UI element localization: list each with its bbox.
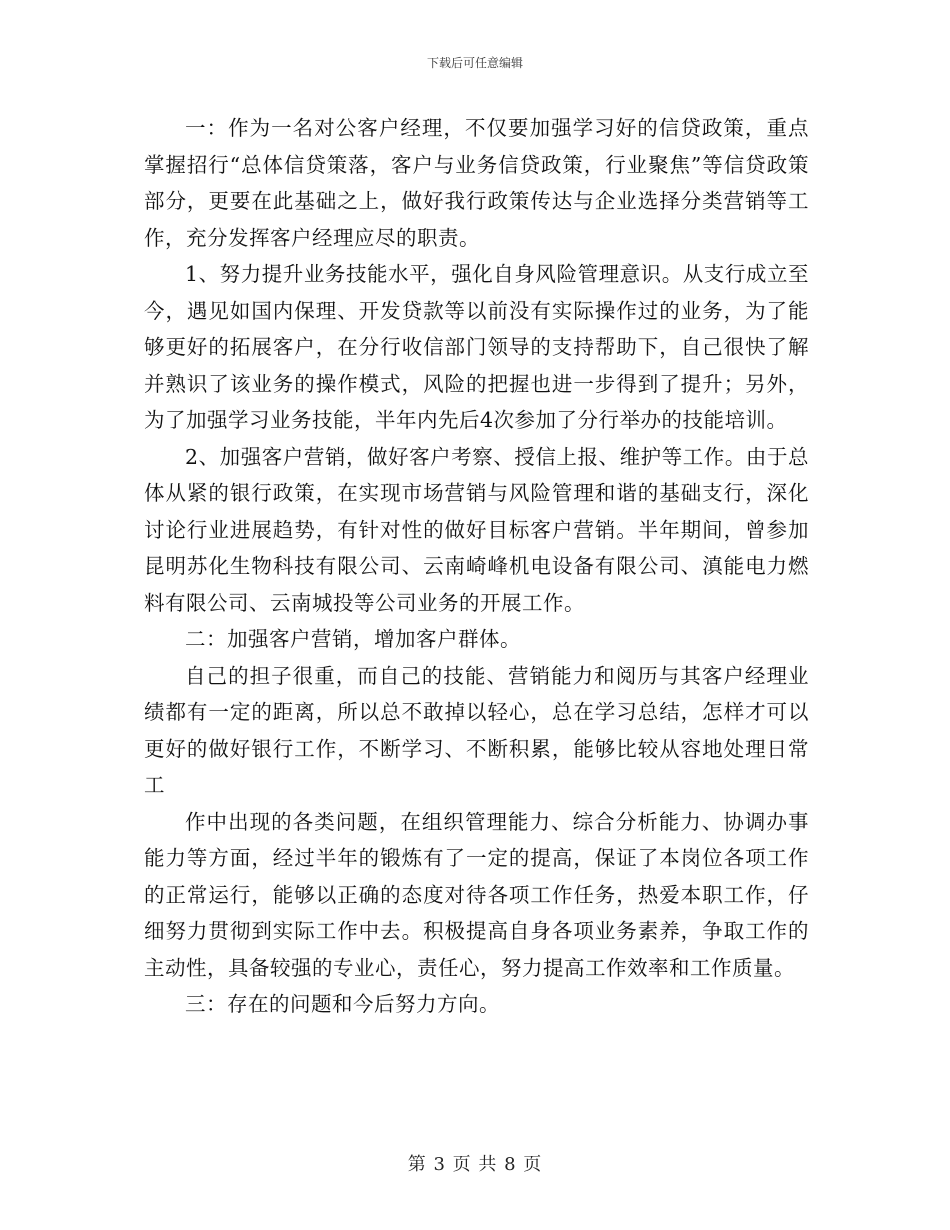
paragraph-3: 2、加强客户营销，做好客户考察、授信上报、维护等工作。由于总体从紧的银行政策，在实现市场营销与风险管理和谐的基础支行，深化讨论行业进展趋势，有针对性的做好目标客户营销。半年期间，曾参加昆明苏化生物科技有限公司、云南崎峰机电设备有限公司、滇能电力燃料有限公司、云南城投等公司业务的开展工作。 xyxy=(144,444,809,615)
document-body xyxy=(144,110,809,1023)
paragraph-1: 一：作为一名对公客户经理，不仅要加强学习好的信贷政策，重点掌握招行“总体信贷策落，客户与业务信贷政策，行业聚焦”等信贷政策部分，更要在此基础之上，做好我行政策传达与企业选择分类营销等工作，充分发挥客户经理应尽的职责。 xyxy=(144,116,809,250)
paragraph-7: 三：存在的问题和今后努力方向。 xyxy=(185,992,500,1016)
paragraph-5: 自己的担子很重，而自己的技能、营销能力和阅历与其客户经理业绩都有一定的距离，所以总不敢掉以轻心，总在学习总结，怎样才可以更好的做好银行工作，不断学习、不断积累，能够比较从容地处理日常工 xyxy=(144,663,809,797)
page-number: 第 3 页 共 8 页 xyxy=(407,1154,543,1175)
header-note: 下载后可任意编辑 xyxy=(426,56,523,70)
paragraph-4: 二：加强客户营销，增加客户群体。 xyxy=(185,627,521,651)
paragraph-6: 作中出现的各类问题，在组织管理能力、综合分析能力、协调办事能力等方面，经过半年的锻炼有了一定的提高，保证了本岗位各项工作的正常运行，能够以正确的态度对待各项工作任务，热爱本职工作，仔细努力贯彻到实际工作中去。积极提高自身各项业务素养，争取工作的主动性，具备较强的专业心，责任心，努力提高工作效率和工作质量。 xyxy=(144,809,809,980)
paragraph-2: 1、努力提升业务技能水平，强化自身风险管理意识。从支行成立至今，遇见如国内保理、开发贷款等以前没有实际操作过的业务，为了能够更好的拓展客户，在分行收信部门领导的支持帮助下，自己很快了解并熟识了该业务的操作模式，风险的把握也进一步得到了提升；另外，为了加强学习业务技能，半年内先后4次参加了分行举办的技能培训。 xyxy=(144,262,809,432)
